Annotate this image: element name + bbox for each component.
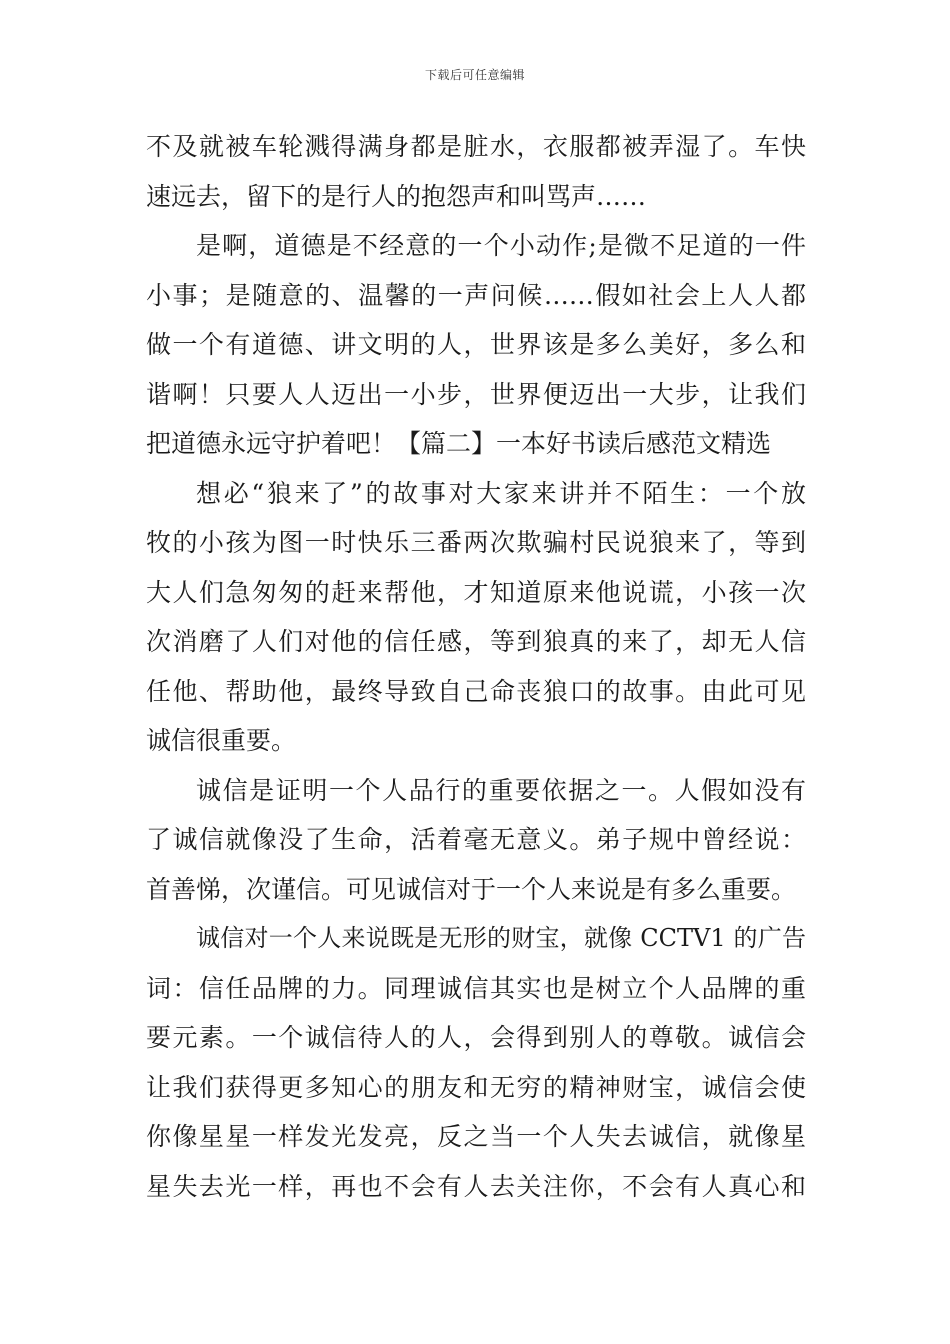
text-line: 不及就被车轮溅得满身都是脏水，衣服都被弄湿了。车快 xyxy=(146,132,806,161)
page-header: 下载后可任意编辑 xyxy=(424,68,525,82)
text-line: 诚信对一个人来说既是无形的财宝，就像 CCTV1 的广告 xyxy=(196,924,806,952)
text-line: 首善悌，次谨信。可见诚信对于一个人来说是有多么重要。 xyxy=(146,874,797,904)
text-line: 做一个有道德、讲文明的人，世界该是多么美好，多么和 xyxy=(146,330,806,359)
text-line: 诚信是证明一个人品行的重要依据之一。人假如没有 xyxy=(196,775,806,805)
text-line: 大人们急匆匆的赶来帮他，才知道原来他说谎，小孩一次 xyxy=(146,577,806,607)
text-line: 是啊，道德是不经意的一个小动作;是微不足道的一件 xyxy=(196,231,806,260)
text-line: 诚信很重要。 xyxy=(146,726,297,755)
text-line: 让我们获得更多知心的朋友和无穷的精神财宝，诚信会使 xyxy=(146,1072,806,1102)
text-line: 牧的小孩为图一时快乐三番两次欺骗村民说狼来了，等到 xyxy=(146,528,806,557)
text-line: 把道德永远守护着吧！【篇二】一本好书读后感范文精选 xyxy=(146,429,772,458)
text-line: 谐啊！只要人人迈出一小步，世界便迈出一大步，让我们 xyxy=(146,379,806,409)
text-line: 你像星星一样发光发亮，反之当一个人失去诚信，就像星 xyxy=(146,1122,806,1151)
text-line: 次消磨了人们对他的信任感，等到狼真的来了，却无人信 xyxy=(146,627,806,656)
text-line: 任他、帮助他，最终导致自己命丧狼口的故事。由此可见 xyxy=(146,676,806,706)
text-line: 想必“狼来了”的故事对大家来讲并不陌生：一个放 xyxy=(196,478,806,508)
text-line: 小事；是随意的、温馨的一声问候……假如社会上人人都 xyxy=(146,280,806,310)
text-line: 了诚信就像没了生命，活着毫无意义。弟子规中曾经说： xyxy=(146,825,806,854)
text-line: 速远去，留下的是行人的抱怨声和叫骂声…… xyxy=(146,181,647,211)
text-line: 词：信任品牌的力。同理诚信其实也是树立个人品牌的重 xyxy=(146,973,806,1003)
body-text xyxy=(146,122,806,1211)
text-line: 星失去光一样，再也不会有人去关注你，不会有人真心和 xyxy=(146,1171,806,1201)
text-line: 要元素。一个诚信待人的人，会得到别人的尊敬。诚信会 xyxy=(146,1023,806,1052)
